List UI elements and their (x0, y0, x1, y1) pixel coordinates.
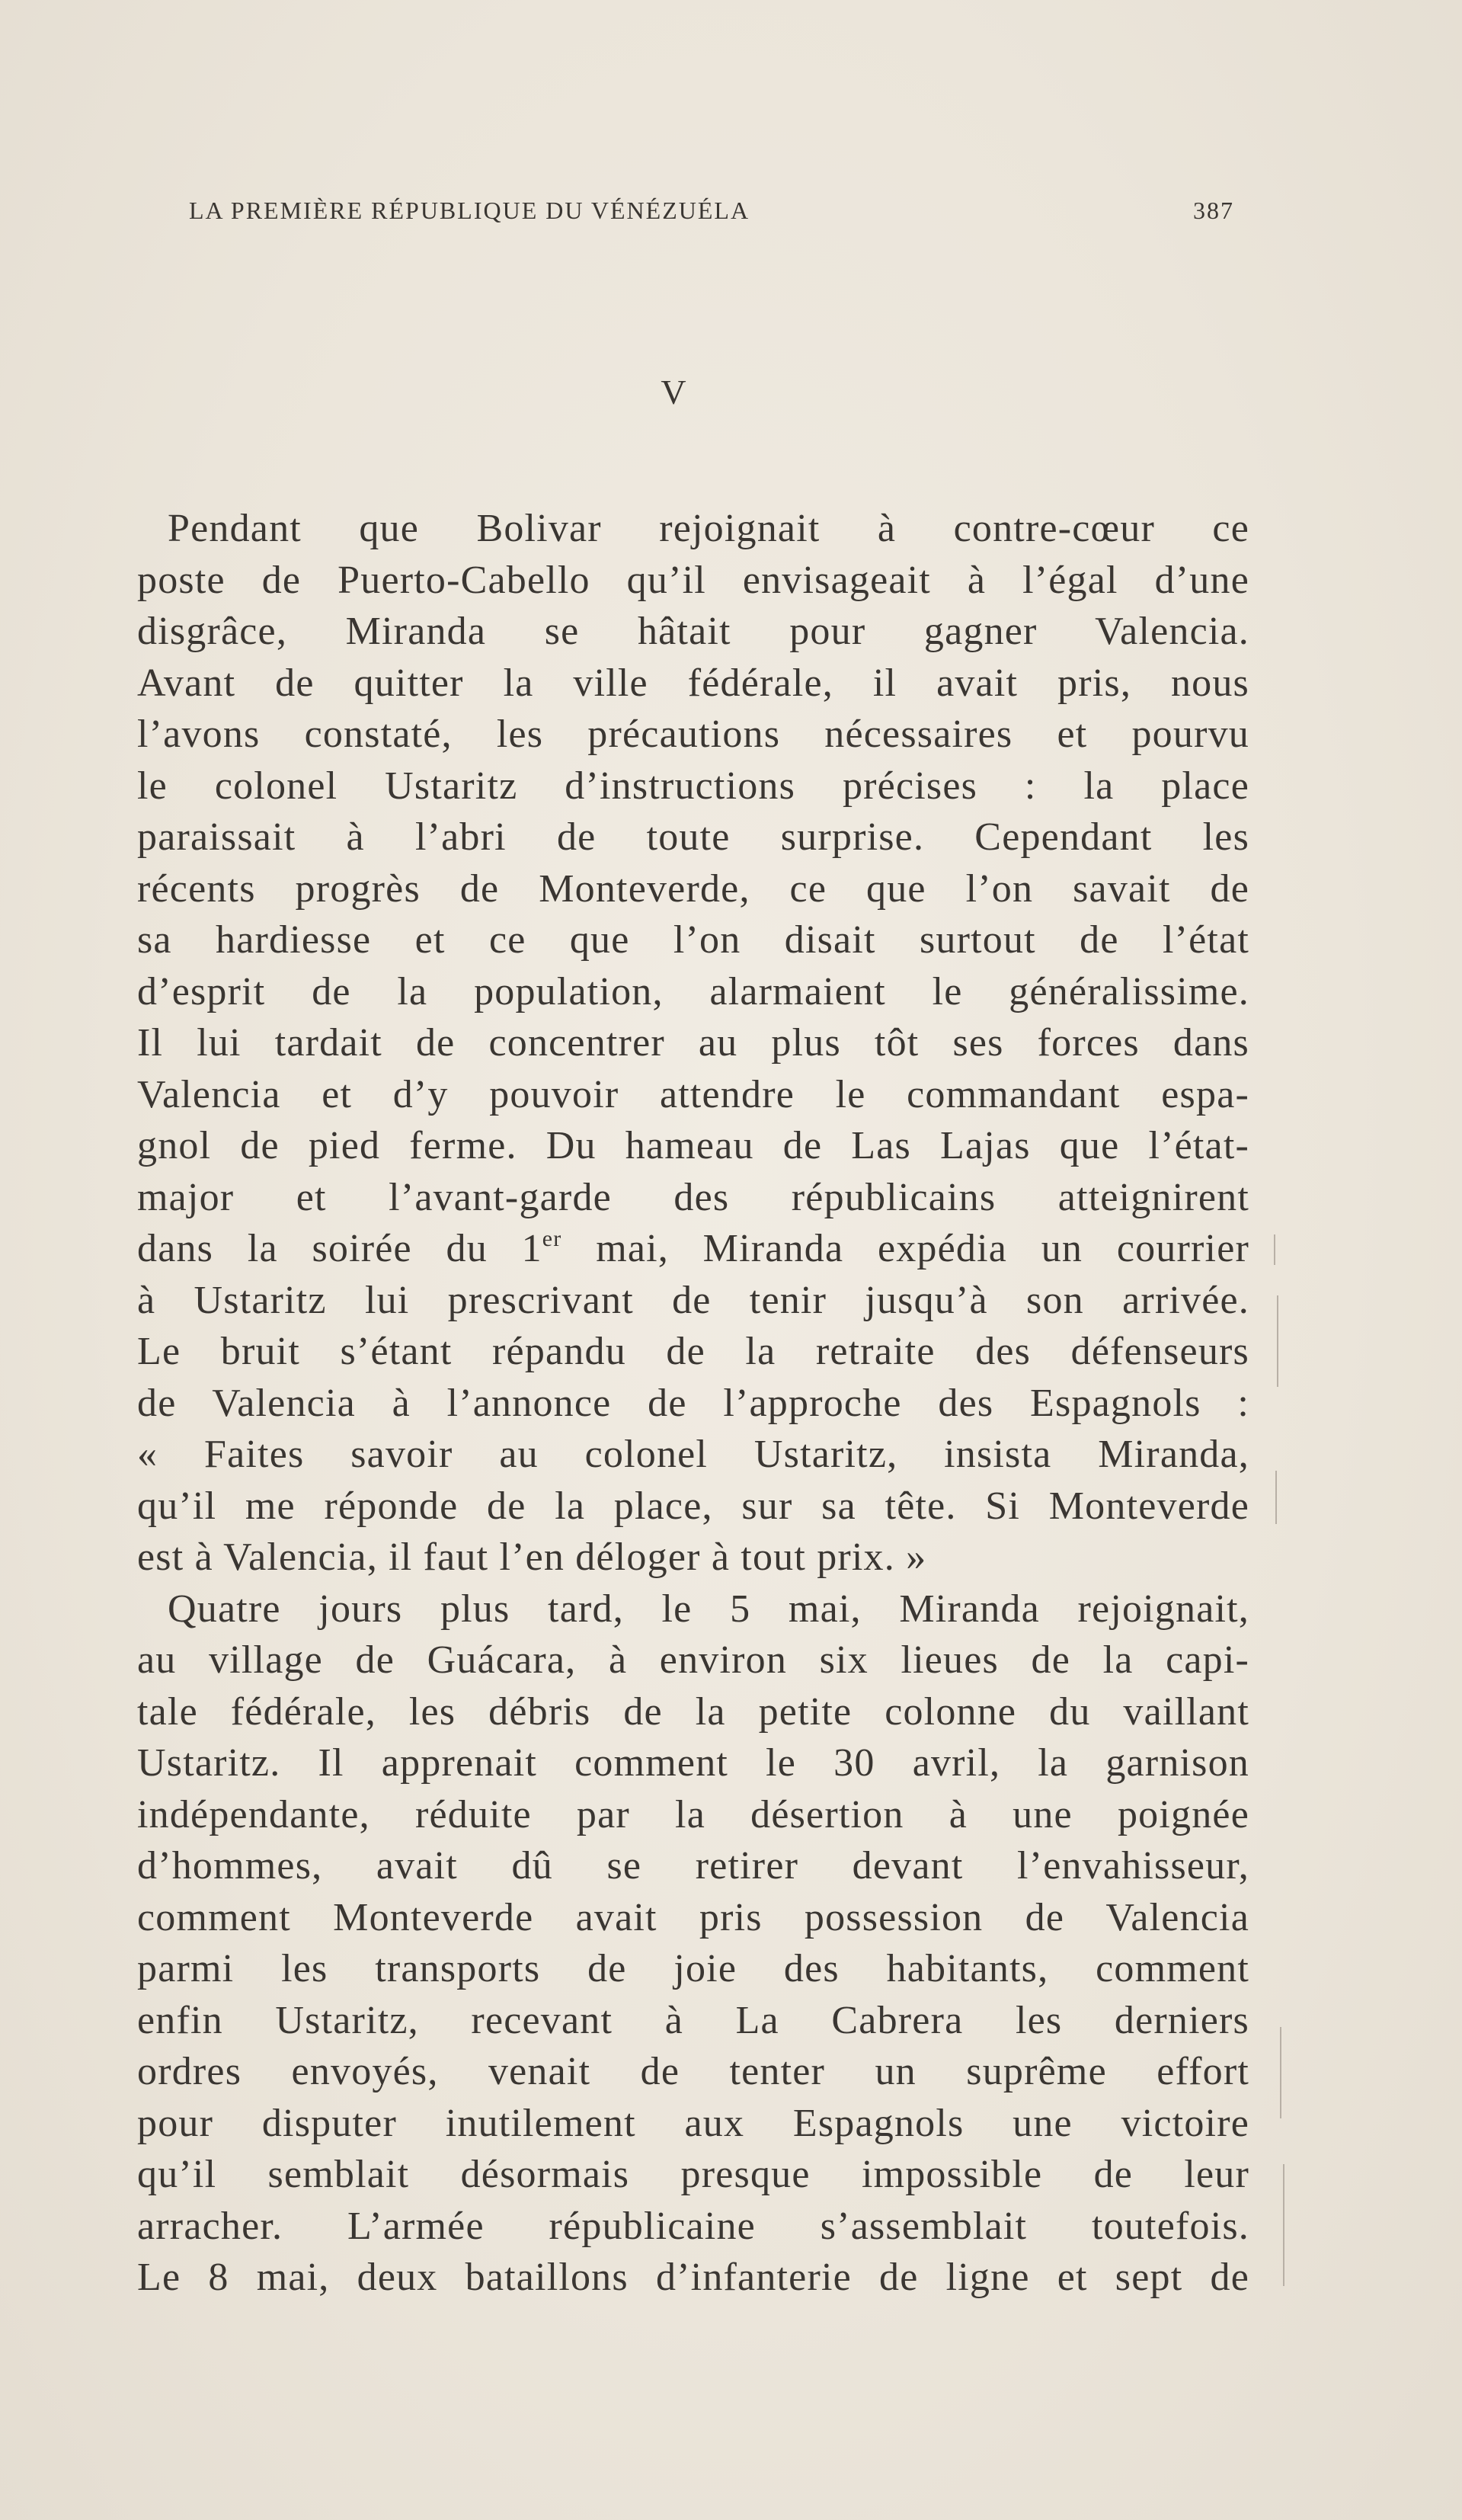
text-line: parmi les transports de joie des habitants, comment (137, 1947, 1249, 1990)
margin-pencil-mark (1275, 1471, 1277, 1524)
text-line: indépendante, réduite par la désertion à une poignée (137, 1792, 1249, 1836)
text-line: Valencia et d’y pouvoir attendre le commandant espa- (137, 1072, 1249, 1116)
text-line: est à Valencia, il faut l’en déloger à tout prix. » (137, 1535, 927, 1579)
margin-pencil-mark (1280, 2027, 1281, 2118)
running-title: LA PREMIÈRE RÉPUBLIQUE DU VÉNÉZUÉLA (189, 197, 750, 224)
text-line: récents progrès de Monteverde, ce que l’on savait de (137, 866, 1249, 911)
text-line: qu’il me réponde de la place, sur sa tête. Si Monteverde (137, 1484, 1249, 1528)
text-line: au village de Guácara, à environ six lieues de la capi- (137, 1638, 1249, 1682)
text-line: de Valencia à l’annonce de l’approche des Espagnols : (137, 1381, 1249, 1425)
text-line: qu’il semblait désormais presque impossible de leur (137, 2153, 1249, 2196)
text-line: le colonel Ustaritz d’instructions précises : la place (137, 764, 1249, 808)
text-line: Le bruit s’étant répandu de la retraite des défenseurs (137, 1330, 1249, 1373)
text-line: Il lui tardait de concentrer au plus tôt ses forces dans (137, 1021, 1249, 1065)
text-line: d’hommes, avait dû se retirer devant l’envahisseur, (137, 1844, 1249, 1888)
text-line: Quatre jours plus tard, le 5 mai, Miranda rejoignait, (168, 1587, 1249, 1631)
text-line-with-superscript (137, 1223, 1249, 1275)
text-line: arracher. L’armée républicaine s’assemblait toutefois. (137, 2204, 1249, 2248)
text-line: comment Monteverde avait pris possession de Valencia (137, 1895, 1249, 1939)
text-line: Le 8 mai, deux bataillons d’infanterie de ligne et sept de (137, 2256, 1249, 2299)
text-line: « Faites savoir au colonel Ustaritz, insista Miranda, (137, 1433, 1249, 1476)
text-line: ordres envoyés, venait de tenter un suprême effort (137, 2050, 1249, 2093)
text-line: enfin Ustaritz, recevant à La Cabrera les derniers (137, 1998, 1249, 2042)
text-line: à Ustaritz lui prescrivant de tenir jusqu’à son arrivée. (137, 1278, 1249, 1322)
text-fragment: mai, Miranda expédia un courrier (561, 1227, 1249, 1270)
text-line: gnol de pied ferme. Du hameau de Las Lajas que l’état- (137, 1124, 1249, 1167)
text-line: major et l’avant-garde des républicains atteignirent (137, 1175, 1249, 1219)
text-line: poste de Puerto-Cabello qu’il envisageait à l’égal d’une (137, 558, 1249, 602)
margin-pencil-mark (1277, 1295, 1278, 1387)
text-line: d’esprit de la population, alarmaient le généralissime. (137, 969, 1249, 1013)
text-line: disgrâce, Miranda se hâtait pour gagner Valencia. (137, 610, 1249, 653)
text-line: pour disputer inutilement aux Espagnols une victoire (137, 2101, 1249, 2145)
section-numeral: V (661, 373, 688, 411)
text-line: Avant de quitter la ville fédérale, il avait pris, nous (137, 661, 1249, 705)
ordinal-superscript: er (542, 1226, 562, 1251)
text-line: Ustaritz. Il apprenait comment le 30 avril, la garnison (137, 1741, 1249, 1785)
margin-pencil-mark (1283, 2164, 1284, 2286)
text-line: Pendant que Bolivar rejoignait à contre-cœur ce (168, 507, 1249, 550)
body-text (137, 503, 1249, 2304)
margin-pencil-mark (1274, 1234, 1275, 1265)
text-fragment: dans la soirée du 1 (137, 1227, 542, 1270)
text-line: paraissait à l’abri de toute surprise. Cependant les (137, 815, 1249, 859)
text-line: tale fédérale, les débris de la petite colonne du vaillant (137, 1689, 1249, 1734)
running-head (189, 197, 1234, 230)
text-line: sa hardiesse et ce que l’on disait surtout de l’état (137, 918, 1249, 962)
page-number: 387 (1193, 197, 1234, 224)
text-line: l’avons constaté, les précautions nécessaires et pourvu (137, 712, 1249, 756)
